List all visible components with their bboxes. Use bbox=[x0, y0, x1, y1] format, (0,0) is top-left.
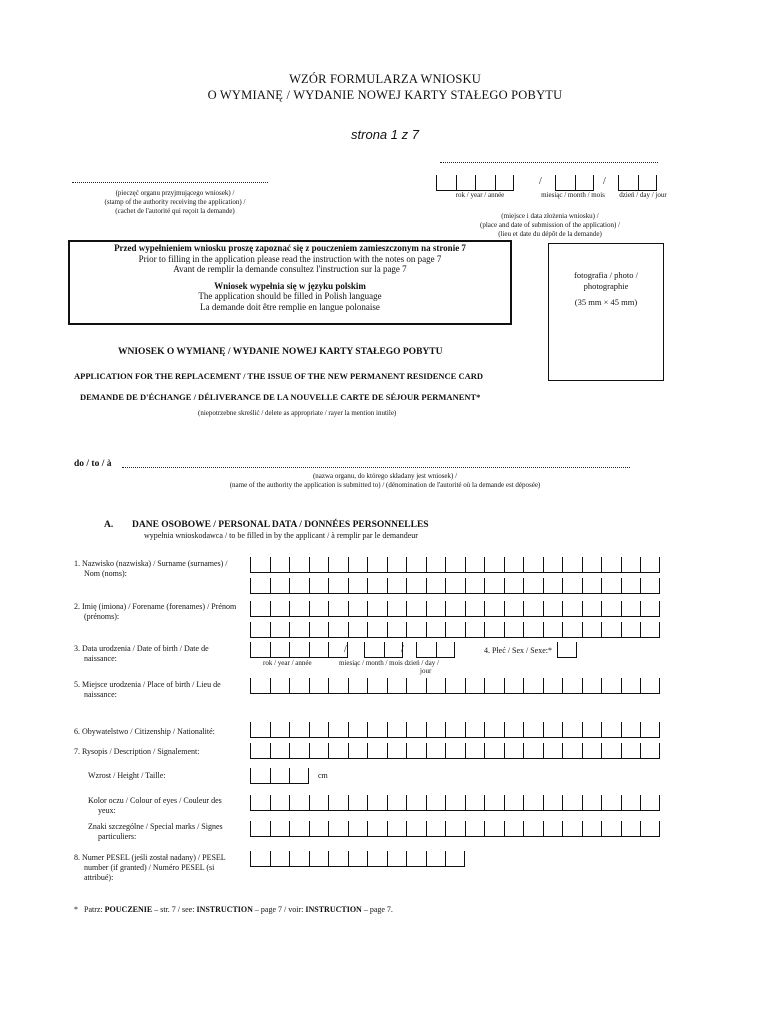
input-cell[interactable] bbox=[484, 795, 504, 811]
input-cell[interactable] bbox=[387, 601, 407, 617]
input-cell[interactable] bbox=[621, 678, 641, 694]
input-cell[interactable] bbox=[250, 851, 270, 867]
input-cell[interactable] bbox=[270, 642, 290, 658]
footnote: * Patrz: POUCZENIE – str. 7 / see: INSTRUCTION – page 7 / voir: INSTRUCTION – page 7. bbox=[74, 905, 393, 914]
section-subtitle: wypełnia wnioskodawca / to be filled in by the applicant / à remplir par le demandeur bbox=[144, 531, 418, 540]
input-cell[interactable] bbox=[367, 851, 387, 867]
dob-year-cells[interactable] bbox=[250, 642, 348, 658]
input-cell[interactable] bbox=[367, 743, 387, 759]
input-cell[interactable] bbox=[270, 601, 290, 617]
input-cell[interactable] bbox=[426, 578, 446, 594]
input-cell[interactable] bbox=[270, 678, 290, 694]
input-cell[interactable] bbox=[348, 557, 368, 573]
input-cell[interactable] bbox=[562, 578, 582, 594]
citizenship-cells[interactable] bbox=[250, 722, 660, 738]
input-cell[interactable] bbox=[348, 851, 368, 867]
input-cell[interactable] bbox=[406, 851, 426, 867]
input-cell[interactable] bbox=[484, 622, 504, 638]
input-cell[interactable] bbox=[436, 175, 456, 191]
input-cell[interactable] bbox=[621, 601, 641, 617]
input-cell[interactable] bbox=[523, 743, 543, 759]
input-cell[interactable] bbox=[582, 578, 602, 594]
date-separator: / bbox=[603, 176, 606, 187]
input-cell[interactable] bbox=[543, 678, 563, 694]
input-cell[interactable] bbox=[562, 795, 582, 811]
input-cell[interactable] bbox=[270, 743, 290, 759]
input-cell[interactable] bbox=[543, 557, 563, 573]
input-cell[interactable] bbox=[562, 622, 582, 638]
input-cell[interactable] bbox=[250, 557, 270, 573]
input-cell[interactable] bbox=[484, 821, 504, 837]
input-cell[interactable] bbox=[348, 795, 368, 811]
input-cell[interactable] bbox=[582, 678, 602, 694]
input-cell[interactable] bbox=[555, 175, 575, 191]
special-marks-cells[interactable] bbox=[250, 821, 660, 837]
input-cell[interactable] bbox=[601, 743, 621, 759]
input-cell[interactable] bbox=[640, 743, 660, 759]
input-cell[interactable] bbox=[562, 722, 582, 738]
input-cell[interactable] bbox=[387, 722, 407, 738]
input-cell[interactable] bbox=[562, 678, 582, 694]
recipient-caption: (nazwa organu, do którego składany jest wniosek) / (name of the authority the application is submitted to) / (dénomination de l'autorité où la demande est déposée) bbox=[229, 472, 541, 489]
input-cell[interactable] bbox=[484, 578, 504, 594]
input-cell[interactable] bbox=[523, 821, 543, 837]
submission-day-cells[interactable] bbox=[618, 175, 657, 191]
input-cell[interactable] bbox=[270, 768, 290, 784]
input-cell[interactable] bbox=[640, 678, 660, 694]
input-cell[interactable] bbox=[504, 743, 524, 759]
input-cell[interactable] bbox=[309, 851, 329, 867]
input-cell[interactable] bbox=[289, 768, 309, 784]
input-cell[interactable] bbox=[426, 743, 446, 759]
input-cell[interactable] bbox=[348, 743, 368, 759]
special-marks-label: Znaki szczególne / Special marks / Signes particuliers: bbox=[88, 822, 223, 841]
pob-cells[interactable] bbox=[250, 678, 660, 694]
height-cells[interactable] bbox=[250, 768, 309, 784]
input-cell[interactable] bbox=[601, 722, 621, 738]
input-cell[interactable] bbox=[367, 678, 387, 694]
input-cell[interactable] bbox=[289, 795, 309, 811]
input-cell[interactable] bbox=[465, 821, 485, 837]
input-cell[interactable] bbox=[638, 175, 658, 191]
dob-label: 3. Data urodzenia / Date of birth / Date de naissance: bbox=[74, 644, 209, 663]
input-cell[interactable] bbox=[543, 578, 563, 594]
input-cell[interactable] bbox=[504, 795, 524, 811]
input-cell[interactable] bbox=[348, 578, 368, 594]
input-cell[interactable] bbox=[328, 578, 348, 594]
input-cell[interactable] bbox=[289, 851, 309, 867]
input-cell[interactable] bbox=[328, 678, 348, 694]
date-separator: / bbox=[539, 176, 542, 187]
input-cell[interactable] bbox=[416, 642, 436, 658]
description-cells[interactable] bbox=[250, 743, 660, 759]
input-cell[interactable] bbox=[504, 578, 524, 594]
submission-month-cells[interactable] bbox=[555, 175, 594, 191]
submission-year-cells[interactable] bbox=[436, 175, 514, 191]
input-cell[interactable] bbox=[465, 795, 485, 811]
input-cell[interactable] bbox=[640, 622, 660, 638]
input-cell[interactable] bbox=[445, 678, 465, 694]
input-cell[interactable] bbox=[465, 678, 485, 694]
input-cell[interactable] bbox=[484, 743, 504, 759]
input-cell[interactable] bbox=[328, 795, 348, 811]
application-title-pl: WNIOSEK O WYMIANĘ / WYDANIE NOWEJ KARTY STAŁEGO POBYTU bbox=[118, 347, 443, 357]
input-cell[interactable] bbox=[426, 678, 446, 694]
input-cell[interactable] bbox=[250, 601, 270, 617]
input-cell[interactable] bbox=[387, 678, 407, 694]
input-cell[interactable] bbox=[601, 578, 621, 594]
input-cell[interactable] bbox=[387, 622, 407, 638]
input-cell[interactable] bbox=[618, 175, 638, 191]
input-cell[interactable] bbox=[504, 622, 524, 638]
input-cell[interactable] bbox=[406, 678, 426, 694]
input-cell[interactable] bbox=[328, 601, 348, 617]
section-letter: A. bbox=[104, 520, 114, 530]
input-cell[interactable] bbox=[348, 601, 368, 617]
input-cell[interactable] bbox=[406, 821, 426, 837]
input-cell[interactable] bbox=[601, 557, 621, 573]
input-cell[interactable] bbox=[250, 642, 270, 658]
month-caption: miesiąc / month / mois bbox=[541, 191, 605, 199]
input-cell[interactable] bbox=[387, 851, 407, 867]
input-cell[interactable] bbox=[484, 601, 504, 617]
input-cell[interactable] bbox=[289, 743, 309, 759]
input-cell[interactable] bbox=[562, 601, 582, 617]
input-cell[interactable] bbox=[445, 722, 465, 738]
instructions-box: Przed wypełnieniem wniosku proszę zapoznać się z pouczeniem zamieszczonym na stronie 7 Prior to filling in the application please read the instruction with the notes on page 7 Avant de remplir la demande consultez l'instruction sur la page 7 Wniosek wypełnia się w języku polskim The application should be filled in Polish language La demande doit être remplie en langue polonaise bbox=[68, 240, 512, 325]
input-cell[interactable] bbox=[348, 722, 368, 738]
input-cell[interactable] bbox=[523, 722, 543, 738]
sex-cell[interactable] bbox=[557, 642, 577, 658]
input-cell[interactable] bbox=[426, 795, 446, 811]
input-cell[interactable] bbox=[582, 557, 602, 573]
input-cell[interactable] bbox=[328, 743, 348, 759]
input-cell[interactable] bbox=[601, 678, 621, 694]
input-cell[interactable] bbox=[640, 821, 660, 837]
input-cell[interactable] bbox=[582, 722, 602, 738]
input-cell[interactable] bbox=[426, 557, 446, 573]
input-cell[interactable] bbox=[250, 722, 270, 738]
input-cell[interactable] bbox=[523, 557, 543, 573]
input-cell[interactable] bbox=[640, 601, 660, 617]
input-cell[interactable] bbox=[270, 795, 290, 811]
input-cell[interactable] bbox=[621, 722, 641, 738]
input-cell[interactable] bbox=[543, 601, 563, 617]
input-cell[interactable] bbox=[309, 722, 329, 738]
submission-place-line[interactable] bbox=[440, 162, 658, 163]
recipient-input-line[interactable] bbox=[122, 467, 630, 468]
input-cell[interactable] bbox=[367, 557, 387, 573]
input-cell[interactable] bbox=[640, 722, 660, 738]
photo-box: fotografia / photo / photographie (35 mm × 45 mm) bbox=[548, 243, 664, 381]
input-cell[interactable] bbox=[621, 578, 641, 594]
input-cell[interactable] bbox=[250, 768, 270, 784]
input-cell[interactable] bbox=[445, 743, 465, 759]
input-cell[interactable] bbox=[250, 821, 270, 837]
input-cell[interactable] bbox=[270, 557, 290, 573]
input-cell[interactable] bbox=[543, 743, 563, 759]
input-cell[interactable] bbox=[436, 642, 456, 658]
input-cell[interactable] bbox=[406, 722, 426, 738]
input-cell[interactable] bbox=[387, 795, 407, 811]
input-cell[interactable] bbox=[504, 678, 524, 694]
input-cell[interactable] bbox=[621, 821, 641, 837]
input-cell[interactable] bbox=[465, 601, 485, 617]
input-cell[interactable] bbox=[445, 821, 465, 837]
dob-jour-caption: jour bbox=[420, 667, 432, 675]
input-cell[interactable] bbox=[523, 601, 543, 617]
input-cell[interactable] bbox=[367, 622, 387, 638]
input-cell[interactable] bbox=[621, 743, 641, 759]
input-cell[interactable] bbox=[309, 743, 329, 759]
input-cell[interactable] bbox=[270, 722, 290, 738]
input-cell[interactable] bbox=[465, 722, 485, 738]
date-separator: / bbox=[344, 644, 347, 655]
input-cell[interactable] bbox=[465, 578, 485, 594]
input-cell[interactable] bbox=[289, 821, 309, 837]
input-cell[interactable] bbox=[582, 622, 602, 638]
input-cell[interactable] bbox=[621, 622, 641, 638]
input-cell[interactable] bbox=[582, 601, 602, 617]
input-cell[interactable] bbox=[309, 821, 329, 837]
dob-month-day-caption: miesiąc / month / mois dzień / day / bbox=[339, 659, 439, 667]
input-cell[interactable] bbox=[445, 851, 465, 867]
input-cell[interactable] bbox=[328, 557, 348, 573]
dob-day-cells[interactable] bbox=[416, 642, 455, 658]
input-cell[interactable] bbox=[426, 722, 446, 738]
input-cell[interactable] bbox=[328, 821, 348, 837]
input-cell[interactable] bbox=[523, 622, 543, 638]
input-cell[interactable] bbox=[465, 557, 485, 573]
input-cell[interactable] bbox=[504, 601, 524, 617]
input-cell[interactable] bbox=[426, 821, 446, 837]
input-cell[interactable] bbox=[348, 821, 368, 837]
input-cell[interactable] bbox=[484, 557, 504, 573]
input-cell[interactable] bbox=[445, 795, 465, 811]
input-cell[interactable] bbox=[601, 821, 621, 837]
input-cell[interactable] bbox=[445, 578, 465, 594]
form-title-line2: O WYMIANĘ / WYDANIE NOWEJ KARTY STAŁEGO POBYTU bbox=[207, 88, 563, 102]
input-cell[interactable] bbox=[495, 175, 515, 191]
input-cell[interactable] bbox=[250, 678, 270, 694]
input-cell[interactable] bbox=[426, 622, 446, 638]
input-cell[interactable] bbox=[364, 642, 384, 658]
eye-colour-cells[interactable] bbox=[250, 795, 660, 811]
strike-note: (niepotrzebne skreślić / delete as appropriate / rayer la mention inutile) bbox=[198, 409, 397, 417]
input-cell[interactable] bbox=[289, 601, 309, 617]
surname-cells-row1[interactable] bbox=[250, 557, 660, 573]
input-cell[interactable] bbox=[406, 578, 426, 594]
input-cell[interactable] bbox=[309, 622, 329, 638]
input-cell[interactable] bbox=[289, 557, 309, 573]
input-cell[interactable] bbox=[582, 743, 602, 759]
input-cell[interactable] bbox=[465, 622, 485, 638]
input-cell[interactable] bbox=[475, 175, 495, 191]
input-cell[interactable] bbox=[504, 557, 524, 573]
input-cell[interactable] bbox=[406, 743, 426, 759]
input-cell[interactable] bbox=[367, 722, 387, 738]
forename-label: 2. Imię (imiona) / Forename (forenames) / Prénom (prénoms): bbox=[74, 602, 237, 621]
surname-cells-row2[interactable] bbox=[250, 578, 660, 594]
input-cell[interactable] bbox=[523, 678, 543, 694]
input-cell[interactable] bbox=[601, 795, 621, 811]
input-cell[interactable] bbox=[309, 578, 329, 594]
input-cell[interactable] bbox=[601, 601, 621, 617]
input-cell[interactable] bbox=[562, 557, 582, 573]
input-cell[interactable] bbox=[543, 722, 563, 738]
input-cell[interactable] bbox=[250, 795, 270, 811]
input-cell[interactable] bbox=[250, 743, 270, 759]
application-title-en: APPLICATION FOR THE REPLACEMENT / THE ISSUE OF THE NEW PERMANENT RESIDENCE CARD bbox=[74, 371, 484, 381]
input-cell[interactable] bbox=[582, 795, 602, 811]
dob-year-caption: rok / year / année bbox=[263, 659, 312, 667]
input-cell[interactable] bbox=[406, 601, 426, 617]
input-cell[interactable] bbox=[504, 722, 524, 738]
input-cell[interactable] bbox=[406, 557, 426, 573]
sex-label: 4. Płeć / Sex / Sexe:* bbox=[484, 646, 552, 655]
input-cell[interactable] bbox=[387, 743, 407, 759]
application-title-fr: DEMANDE DE D'ÉCHANGE / DÉLIVERANCE DE LA NOUVELLE CARTE DE SÉJOUR PERMANENT* bbox=[80, 392, 481, 402]
input-cell[interactable] bbox=[426, 601, 446, 617]
input-cell[interactable] bbox=[348, 622, 368, 638]
input-cell[interactable] bbox=[562, 743, 582, 759]
input-cell[interactable] bbox=[426, 851, 446, 867]
form-title-line1: WZÓR FORMULARZA WNIOSKU bbox=[289, 72, 481, 86]
input-cell[interactable] bbox=[387, 578, 407, 594]
input-cell[interactable] bbox=[465, 743, 485, 759]
stamp-caption: (pieczęć organu przyjmującego wniosek) / (stamp of the authority receiving the application) / (cachet de l'autorité qui reçoit la demande) bbox=[104, 189, 246, 215]
year-caption: rok / year / année bbox=[455, 191, 505, 199]
pesel-label: 8. Numer PESEL (jeśli został nadany) / PESEL number (if granted) / Numéro PESEL (si attribué): bbox=[74, 853, 226, 882]
input-cell[interactable] bbox=[621, 557, 641, 573]
input-cell[interactable] bbox=[504, 821, 524, 837]
input-cell[interactable] bbox=[387, 821, 407, 837]
recipient-label: do / to / à bbox=[74, 459, 112, 469]
input-cell[interactable] bbox=[270, 851, 290, 867]
input-cell[interactable] bbox=[562, 821, 582, 837]
citizenship-label: 6. Obywatelstwo / Citizenship / Nationalité: bbox=[74, 727, 215, 736]
input-cell[interactable] bbox=[445, 622, 465, 638]
input-cell[interactable] bbox=[601, 622, 621, 638]
input-cell[interactable] bbox=[348, 678, 368, 694]
input-cell[interactable] bbox=[575, 175, 595, 191]
height-label: Wzrost / Height / Taille: bbox=[88, 771, 166, 780]
input-cell[interactable] bbox=[543, 821, 563, 837]
height-unit: cm bbox=[318, 771, 328, 780]
input-cell[interactable] bbox=[289, 722, 309, 738]
input-cell[interactable] bbox=[640, 578, 660, 594]
pob-label: 5. Miejsce urodzenia / Place of birth / Lieu de naissance: bbox=[74, 680, 221, 699]
input-cell[interactable] bbox=[484, 722, 504, 738]
input-cell[interactable] bbox=[367, 795, 387, 811]
submission-caption: (miejsce i data złożenia wniosku) / (place and date of submission of the application) / (lieu et date du dépôt de la demande) bbox=[480, 212, 620, 238]
dob-month-cells[interactable] bbox=[364, 642, 403, 658]
input-cell[interactable] bbox=[289, 678, 309, 694]
input-cell[interactable] bbox=[309, 678, 329, 694]
input-cell[interactable] bbox=[367, 601, 387, 617]
input-cell[interactable] bbox=[484, 678, 504, 694]
input-cell[interactable] bbox=[250, 622, 270, 638]
day-caption: dzień / day / jour bbox=[619, 191, 667, 199]
input-cell[interactable] bbox=[406, 622, 426, 638]
input-cell[interactable] bbox=[328, 622, 348, 638]
input-cell[interactable] bbox=[640, 557, 660, 573]
eye-colour-label: Kolor oczu / Colour of eyes / Couleur des yeux: bbox=[88, 796, 222, 815]
input-cell[interactable] bbox=[621, 795, 641, 811]
input-cell[interactable] bbox=[289, 642, 309, 658]
input-cell[interactable] bbox=[270, 821, 290, 837]
pesel-cells[interactable] bbox=[250, 851, 465, 867]
input-cell[interactable] bbox=[543, 795, 563, 811]
input-cell[interactable] bbox=[270, 622, 290, 638]
forename-cells-row2[interactable] bbox=[250, 622, 660, 638]
input-cell[interactable] bbox=[387, 557, 407, 573]
input-cell[interactable] bbox=[367, 821, 387, 837]
section-title: DANE OSOBOWE / PERSONAL DATA / DONNÉES PERSONNELLES bbox=[132, 520, 429, 530]
surname-label: 1. Nazwisko (nazwiska) / Surname (surnames) / Nom (noms): bbox=[74, 559, 228, 578]
input-cell[interactable] bbox=[270, 578, 290, 594]
page-indicator: strona 1 z 7 bbox=[351, 127, 419, 142]
input-cell[interactable] bbox=[557, 642, 577, 658]
input-cell[interactable] bbox=[289, 622, 309, 638]
input-cell[interactable] bbox=[523, 795, 543, 811]
input-cell[interactable] bbox=[582, 821, 602, 837]
input-cell[interactable] bbox=[309, 795, 329, 811]
input-cell[interactable] bbox=[328, 722, 348, 738]
input-cell[interactable] bbox=[445, 601, 465, 617]
input-cell[interactable] bbox=[328, 851, 348, 867]
forename-cells-row1[interactable] bbox=[250, 601, 660, 617]
description-label: 7. Rysopis / Description / Signalement: bbox=[74, 747, 200, 756]
input-cell[interactable] bbox=[456, 175, 476, 191]
input-cell[interactable] bbox=[250, 578, 270, 594]
stamp-line bbox=[72, 182, 268, 183]
input-cell[interactable] bbox=[543, 622, 563, 638]
input-cell[interactable] bbox=[289, 578, 309, 594]
input-cell[interactable] bbox=[640, 795, 660, 811]
date-separator: / bbox=[401, 644, 404, 655]
input-cell[interactable] bbox=[406, 795, 426, 811]
input-cell[interactable] bbox=[523, 578, 543, 594]
input-cell[interactable] bbox=[309, 601, 329, 617]
input-cell[interactable] bbox=[445, 557, 465, 573]
input-cell[interactable] bbox=[309, 642, 329, 658]
input-cell[interactable] bbox=[367, 578, 387, 594]
input-cell[interactable] bbox=[309, 557, 329, 573]
